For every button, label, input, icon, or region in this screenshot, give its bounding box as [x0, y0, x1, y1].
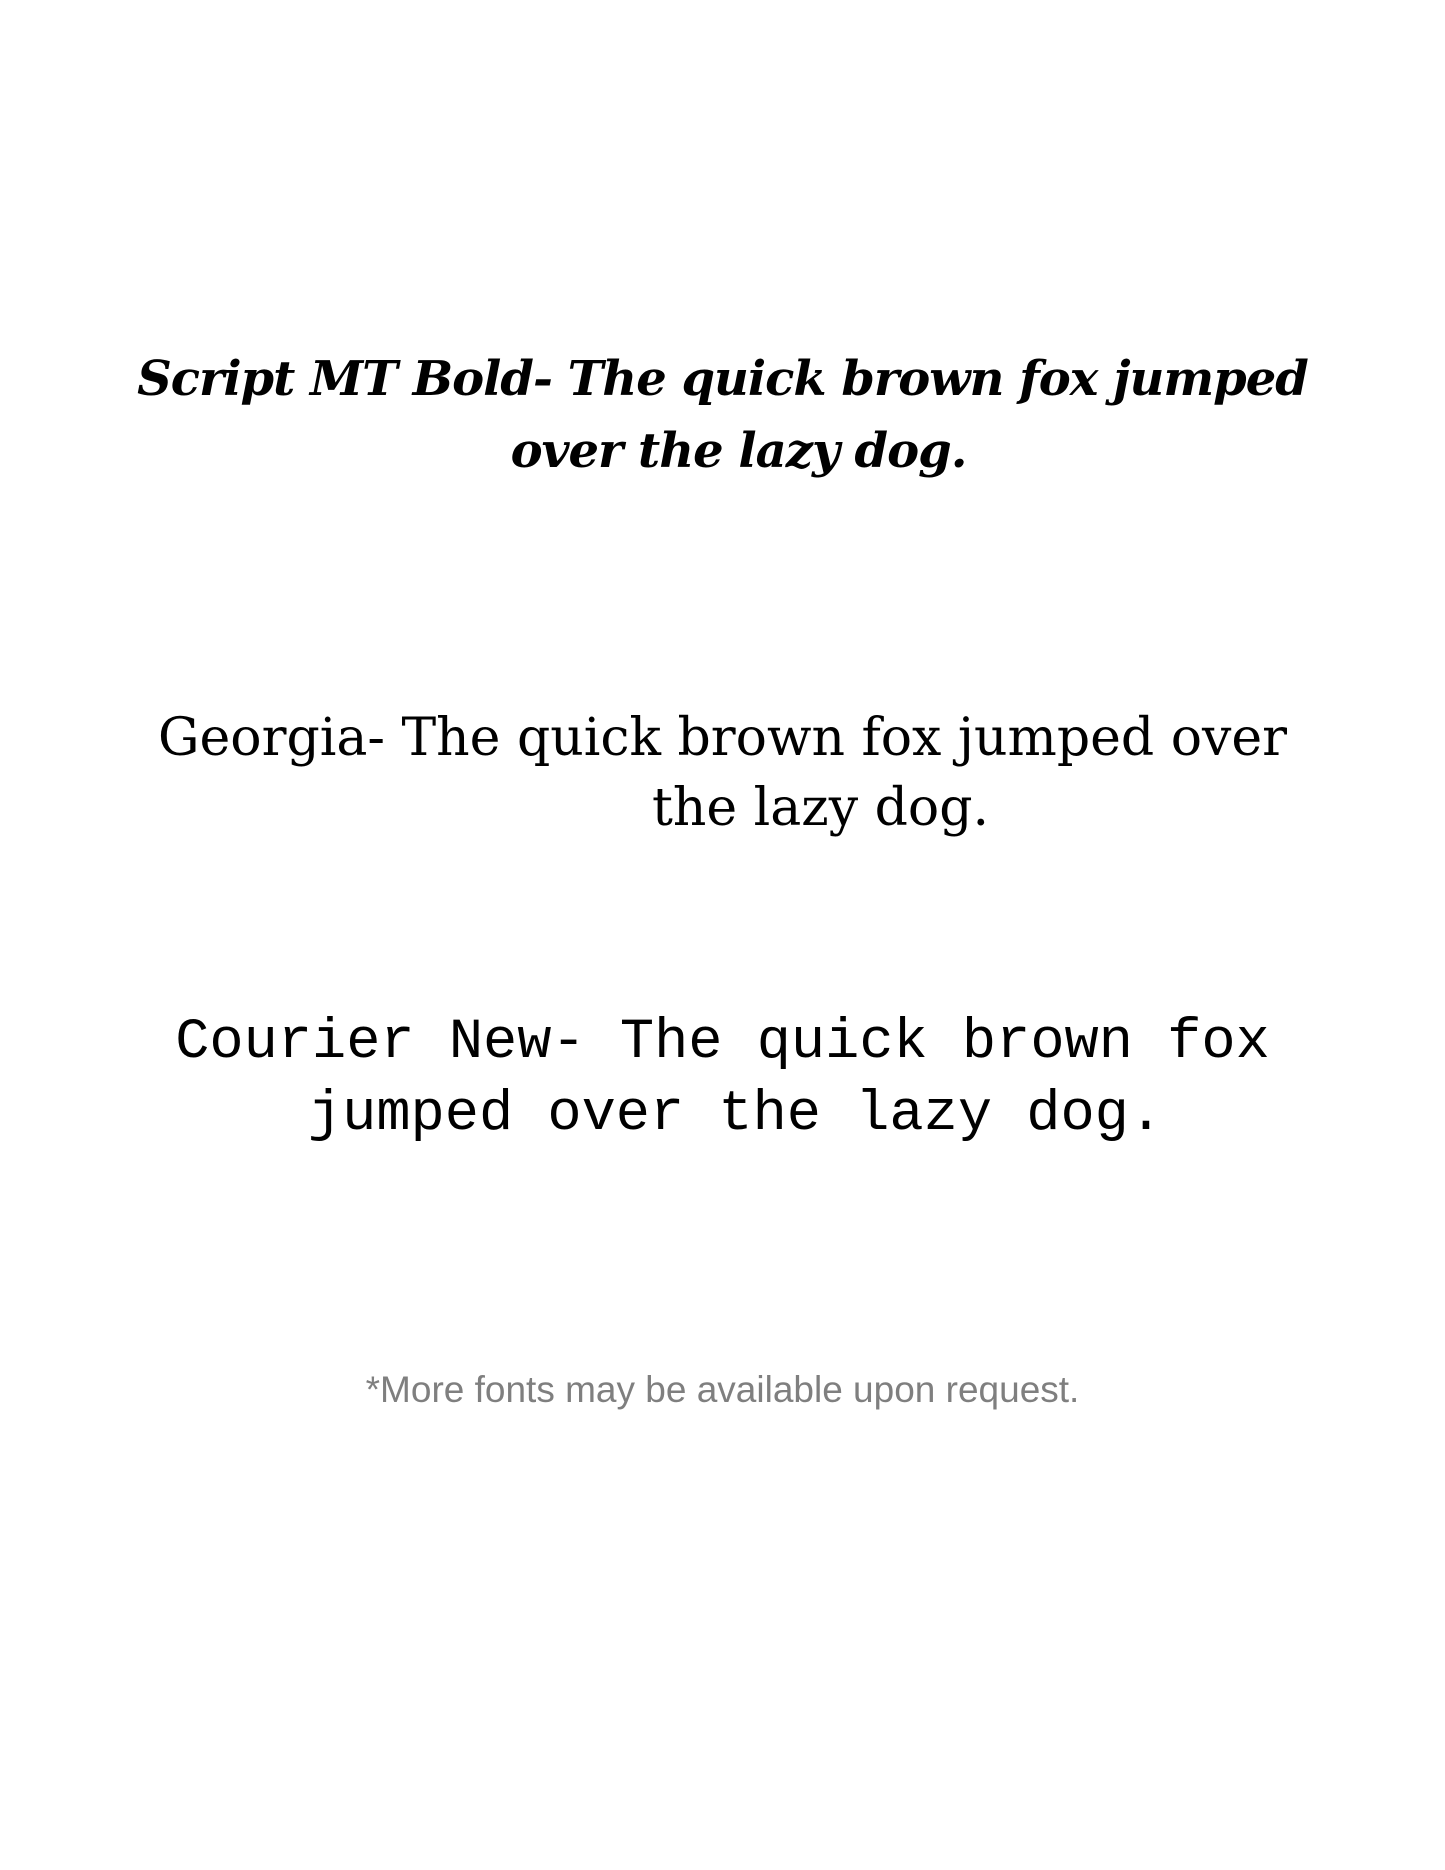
sample-line: the lazy dog.: [651, 778, 990, 838]
font-sample-courier-new: [0, 1007, 1445, 1151]
sample-line: Georgia- The quick brown fox jumped over: [157, 708, 1288, 768]
font-sample-georgia: [0, 703, 1445, 843]
sample-line: over the lazy dog.: [510, 423, 967, 479]
sample-line: Script MT Bold- The quick brown fox jumped: [137, 351, 1308, 407]
font-sample-script-mt-bold: [0, 343, 1445, 487]
sample-line: Courier New- The quick brown fox: [175, 1011, 1270, 1075]
sample-line: jumped over the lazy dog.: [307, 1083, 1164, 1147]
footnote-text: *More fonts may be available upon request.: [365, 1369, 1080, 1410]
